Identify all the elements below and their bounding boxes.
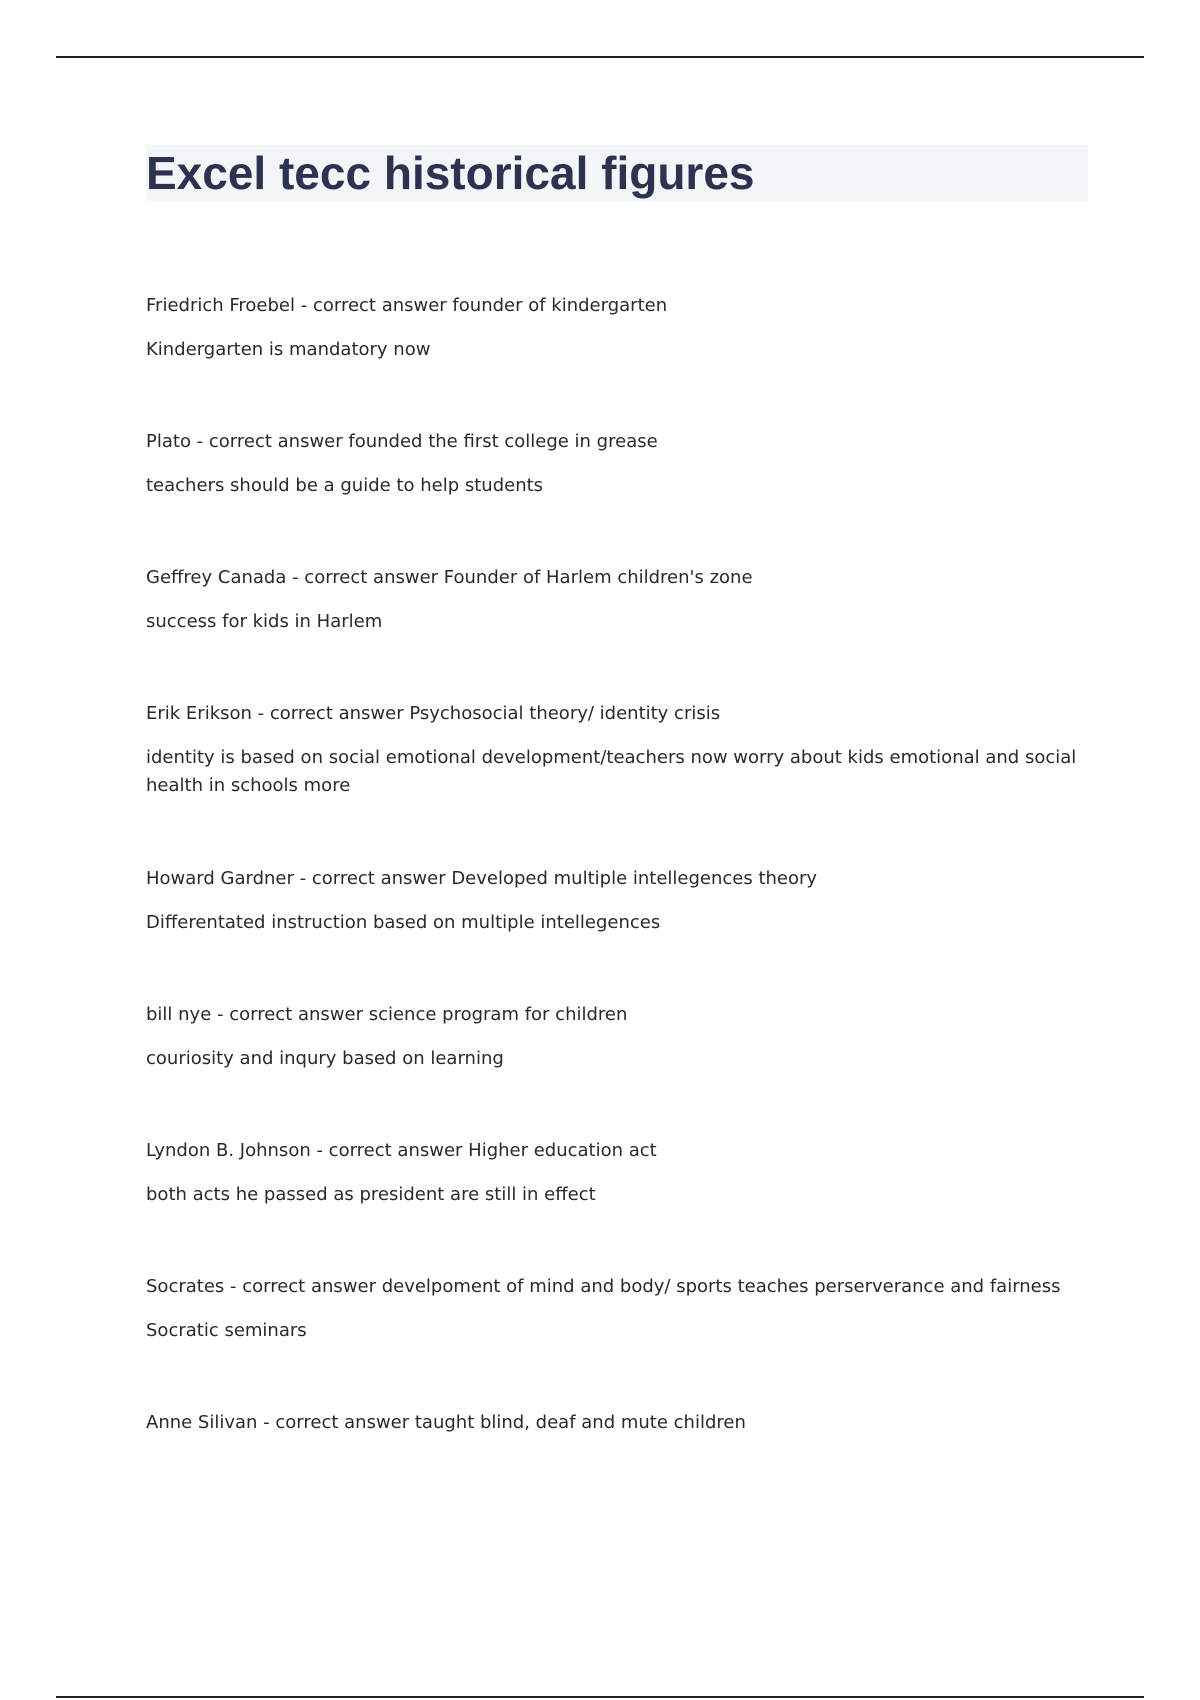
qa-question: Howard Gardner - correct answer Developed multiple intellegences theory: [146, 868, 818, 889]
top-rule: [56, 56, 1144, 58]
qa-item: [146, 428, 1090, 564]
qa-item: [146, 1409, 1090, 1545]
qa-note: Differentated instruction based on multiple intellegences: [146, 912, 661, 933]
qa-note: Kindergarten is mandatory now: [146, 339, 431, 360]
qa-note: success for kids in Harlem: [146, 611, 383, 632]
qa-item: [146, 865, 1090, 1001]
qa-note: both acts he passed as president are still in effect: [146, 1184, 596, 1205]
bottom-rule: [56, 1696, 1144, 1698]
qa-question: Anne Silivan - correct answer taught blind, deaf and mute children: [146, 1412, 746, 1433]
qa-question: Lyndon B. Johnson - correct answer Higher education act: [146, 1140, 657, 1161]
qa-item: [146, 1273, 1090, 1409]
qa-item: [146, 700, 1090, 865]
page-title: Excel tecc historical figures: [146, 147, 755, 199]
qa-question: bill nye - correct answer science program for children: [146, 1004, 628, 1025]
qa-item: [146, 1137, 1090, 1273]
qa-item: [146, 1001, 1090, 1137]
qa-note: identity is based on social emotional development/teachers now worry about kids emotional and social health in schools more: [146, 747, 1077, 796]
qa-note: Socratic seminars: [146, 1320, 307, 1341]
qa-item: [146, 564, 1090, 700]
qa-note: couriosity and inqury based on learning: [146, 1048, 504, 1069]
qa-question: Friedrich Froebel - correct answer founder of kindergarten: [146, 295, 668, 316]
qa-question: Plato - correct answer founded the first college in grease: [146, 431, 658, 452]
qa-question: Geffrey Canada - correct answer Founder of Harlem children's zone: [146, 567, 753, 588]
qa-list: [146, 292, 1090, 1545]
qa-item: [146, 292, 1090, 428]
qa-question: Erik Erikson - correct answer Psychosocial theory/ identity crisis: [146, 703, 721, 724]
qa-note: teachers should be a guide to help students: [146, 475, 544, 496]
qa-question: Socrates - correct answer develpoment of mind and body/ sports teaches perserverance and fairness: [146, 1276, 1061, 1297]
